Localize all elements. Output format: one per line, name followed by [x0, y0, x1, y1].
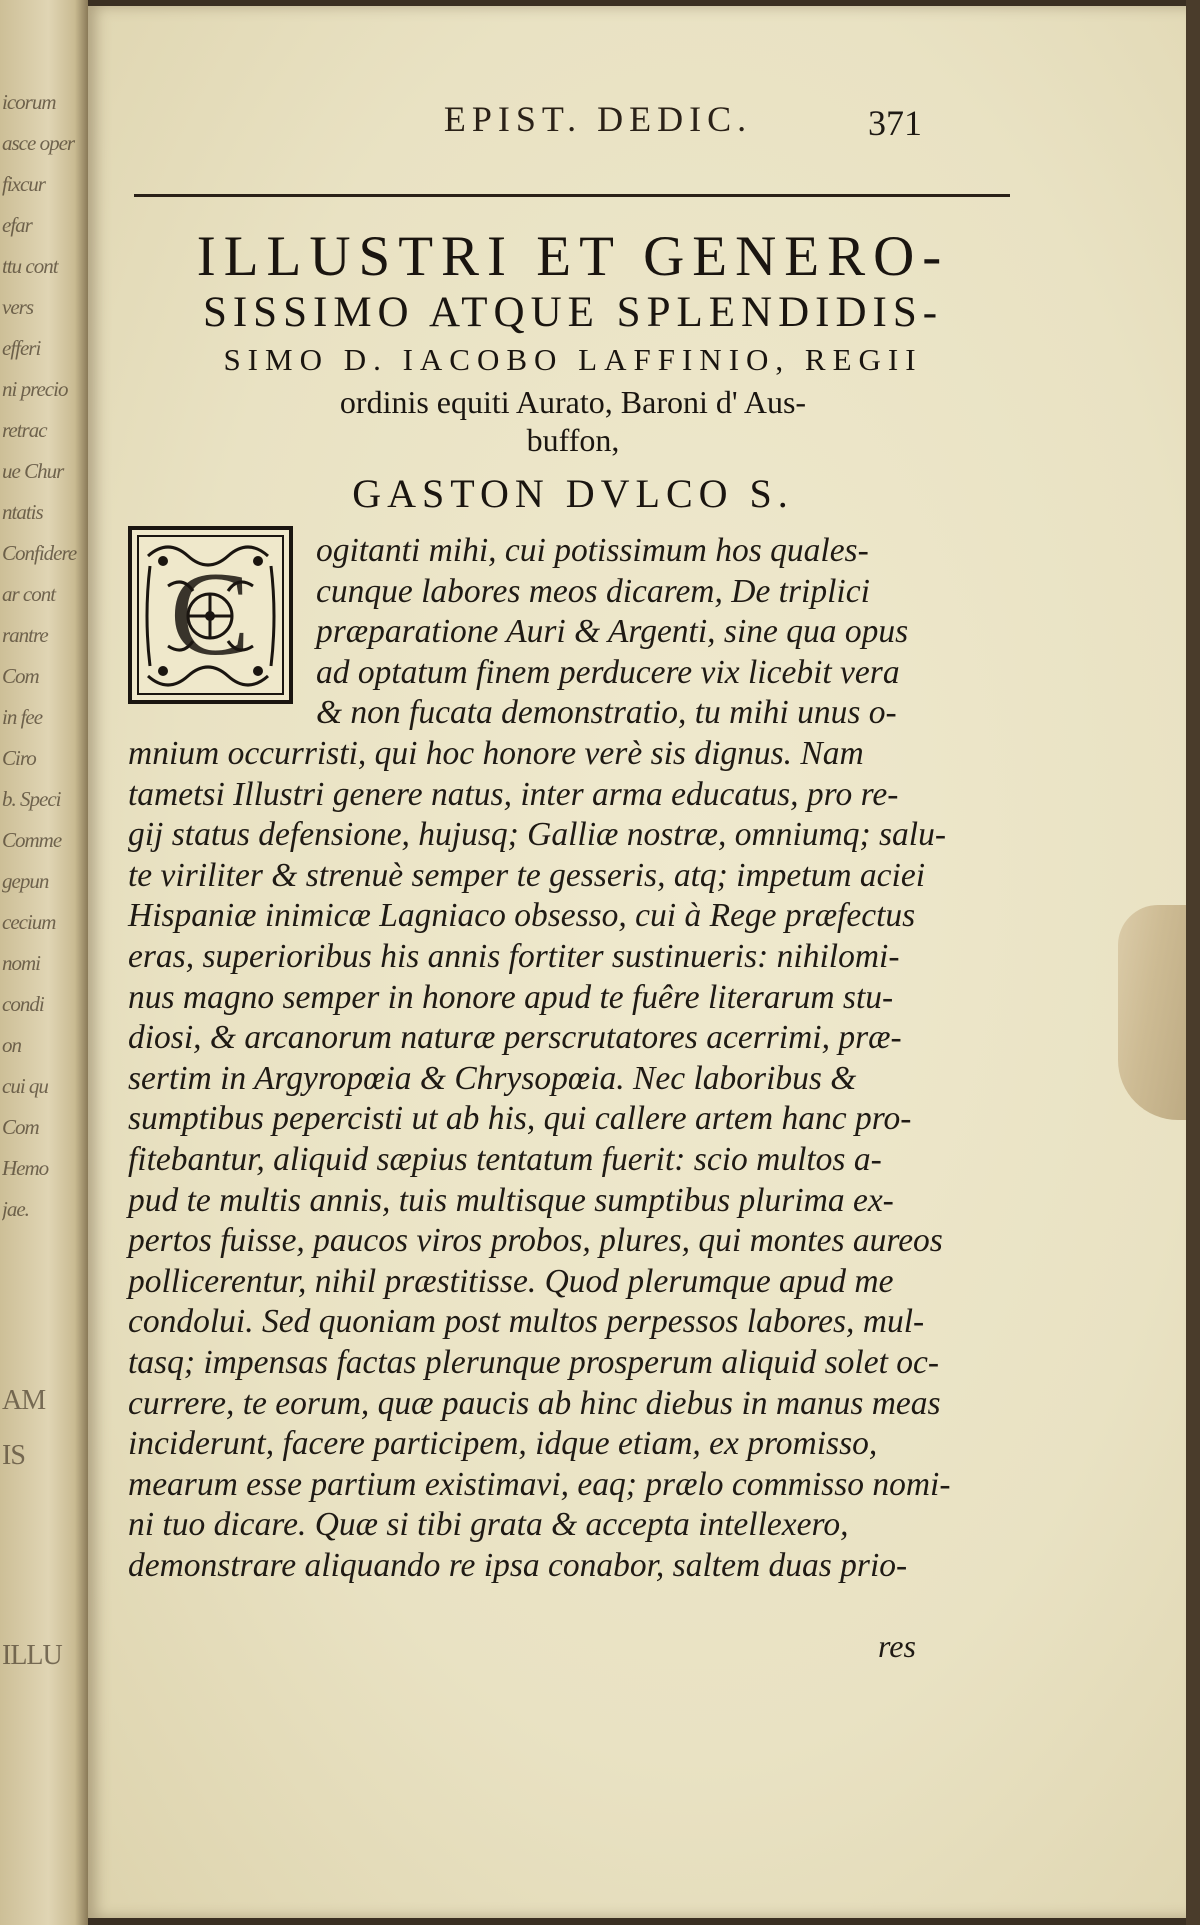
body-line: ad optatum finem perducere vix licebit vera — [316, 653, 900, 691]
body-line: te viriliter & strenuè semper te gesseris, atq; impetum aciei — [128, 856, 926, 894]
body-line: pertos fuisse, paucos viros probos, plures, qui montes aureos — [128, 1222, 943, 1260]
body-line: tametsi Illustri genere natus, inter arma educatus, pro re- — [128, 775, 899, 813]
facing-page-text: condi — [2, 992, 44, 1016]
header-rule — [134, 194, 1010, 197]
title-line-3: SIMO D. IACOBO LAFFINIO, REGII — [223, 342, 923, 377]
title-line-5: buffon, — [526, 422, 620, 458]
salutation: GASTON DVLCO S. — [352, 471, 794, 516]
facing-page-text: Com — [2, 664, 39, 688]
facing-page-text: asce oper — [2, 131, 75, 155]
facing-page-fragment — [0, 0, 88, 1925]
facing-page-text: Ciro — [2, 746, 36, 770]
facing-page-text: Com — [2, 1115, 39, 1139]
body-line: sumptibus pepercisti ut ab his, qui callere artem hanc pro- — [128, 1100, 912, 1138]
body-line: Hispaniæ inimicæ Lagniaco obsesso, cui à Rege præfectus — [128, 897, 916, 935]
body-line: diosi, & arcanorum naturæ perscrutatores acerrimi, præ- — [128, 1019, 902, 1057]
body-line: & non fucata demonstratio, tu mihi unus o- — [316, 694, 897, 732]
body-line: currere, te eorum, quæ paucis ab hinc diebus in manus meas — [128, 1384, 941, 1422]
body-line: condolui. Sed quoniam post multos perpessos labores, mul- — [128, 1303, 925, 1341]
catchword: res — [878, 1628, 916, 1664]
facing-page-text: ar cont — [2, 582, 56, 606]
drop-cap-letter: C — [169, 547, 251, 680]
body-line: demonstrare aliquando re ipsa conabor, saltem duas prio- — [128, 1547, 908, 1584]
facing-page-text: fixcur — [2, 172, 45, 196]
page-edge — [1186, 0, 1200, 1925]
facing-page-text: icorum — [2, 90, 56, 114]
title-line-2: SISSIMO ATQUE SPLENDIDIS- — [202, 289, 944, 336]
facing-page-text: ttu cont — [2, 254, 58, 278]
body-line: pud te multis annis, tuis multisque sumptibus plurima ex- — [128, 1181, 894, 1219]
facing-page-text: Confidere — [2, 541, 77, 565]
body-line: ogitanti mihi, cui potissimum hos quales- — [316, 532, 869, 569]
title-line-4: ordinis equiti Aurato, Baroni d' Aus- — [339, 384, 807, 420]
body-line: ni tuo dicare. Quæ si tibi grata & accepta intellexero, — [128, 1506, 849, 1544]
facing-page-text: nomi — [2, 951, 40, 975]
facing-page-text: ni precio — [2, 377, 68, 401]
facing-page-capitals: ILLU — [2, 1640, 62, 1671]
body-line: tasq; impensas factas plerunque prosperum aliquid solet oc- — [128, 1344, 940, 1381]
facing-page-text: gepun — [2, 869, 49, 893]
facing-page-text: b. Speci — [2, 787, 61, 811]
facing-page-text: Comme — [2, 828, 62, 852]
facing-page-text: vers — [2, 295, 33, 319]
body-line: fitebantur, aliquid sæpius tentatum fuerit: scio multos a- — [128, 1141, 882, 1178]
body-line: mnium occurristi, qui hoc honore verè sis dignus. Nam — [128, 735, 864, 772]
facing-page-capitals: AM — [2, 1385, 46, 1416]
body-line: eras, superioribus his annis fortiter sustinueris: nihilomi- — [128, 938, 900, 975]
body-line: mearum esse partium existimavi, eaq; prælo commisso nomi- — [128, 1465, 951, 1503]
book-page — [88, 6, 1190, 1918]
facing-page-text: on — [2, 1033, 21, 1057]
facing-page-text: cui qu — [2, 1074, 48, 1098]
facing-page-text: retrac — [2, 418, 47, 442]
facing-page-text: ue Chur — [2, 459, 64, 483]
body-line: inciderunt, facere participem, idque etiam, ex promisso, — [128, 1425, 878, 1463]
body-line: sertim in Argyropœia & Chrysopœia. Nec laboribus & — [128, 1059, 857, 1097]
ornamental-drop-cap — [128, 526, 293, 704]
facing-page-text: ntatis — [2, 500, 43, 524]
page-number: 371 — [868, 103, 922, 143]
running-head: EPIST. DEDIC. — [443, 99, 753, 139]
facing-page-text: efferi — [2, 336, 41, 360]
facing-page-capitals: IS — [2, 1440, 25, 1471]
facing-page-text: rantre — [2, 623, 48, 647]
body-line: pollicerentur, nihil præstitisse. Quod plerumque apud me — [128, 1262, 894, 1300]
facing-page-text: in fee — [2, 705, 43, 729]
body-line: nus magno semper in honore apud te fuêre literarum stu- — [128, 978, 894, 1016]
facing-page-text: jae. — [2, 1197, 29, 1221]
body-line: præparatione Auri & Argenti, sine qua opus — [316, 613, 909, 651]
body-line: gij status defensione, hujusq; Galliæ nostræ, omniumq; salu- — [128, 816, 946, 854]
body-line: cunque labores meos dicarem, De triplici — [316, 572, 870, 610]
title-line-1: ILLUSTRI ET GENERO- — [196, 225, 950, 288]
drop-cap-ornament-icon — [128, 526, 293, 704]
facing-page-text: Hemo — [2, 1156, 49, 1180]
facing-page-text: cecium — [2, 910, 56, 934]
facing-page-text: efar — [2, 213, 32, 237]
